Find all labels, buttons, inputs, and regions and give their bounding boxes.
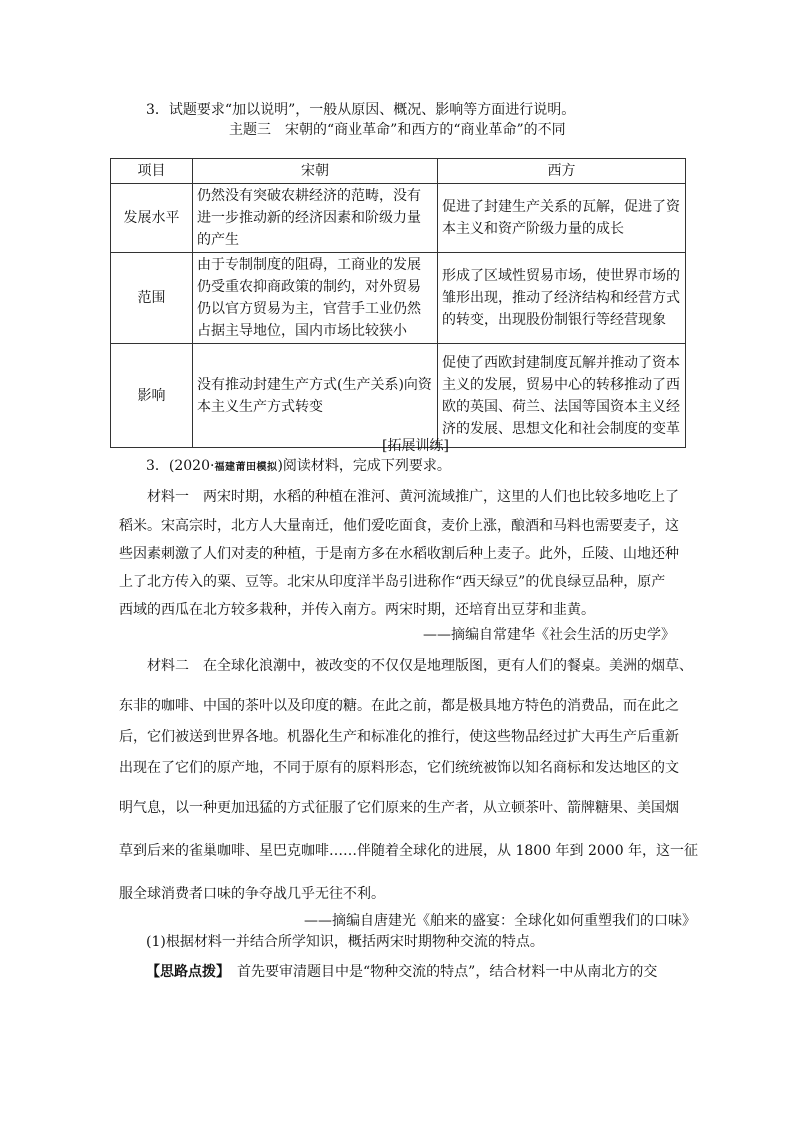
row-west: 促使了西欧封建制度瓦解并推动了资本主义的发展，贸易中心的转移推动了西欧的英国、荷兰、法国等国资本主义经济的发展、思想文化和社会制度的变革 <box>438 344 686 448</box>
material2-line: 后，它们被送到世界各地。机器化生产和标准化的推行，使这些物品经过扩大再生产后重新 <box>119 729 679 745</box>
row-item: 发展水平 <box>111 184 193 253</box>
row-song: 没有推动封建生产方式(生产关系)向资本主义生产方式转变 <box>193 344 438 448</box>
material2-line: 明气息，以一种更加迅猛的方式征服了它们原来的生产者，从立顿茶叶、箭牌糖果、美国烟 <box>119 800 679 816</box>
row-song: 由于专制制度的阻碍，工商业的发展仍受重农抑商政策的制约，对外贸易仍以官方贸易为主，官营手工业仍然占据主导地位，国内市场比较狭小 <box>193 253 438 344</box>
row-item: 影响 <box>111 344 193 448</box>
row-item: 范围 <box>111 253 193 344</box>
material2-citation: ——摘编自唐建光《舶来的盛宴：全球化如何重塑我们的口味》 <box>304 913 696 929</box>
comparison-table <box>110 158 686 448</box>
q3-source: 福建莆田模拟 <box>214 462 278 473</box>
material1-line: 稻米。宋高宗时，北方人大量南迁，他们爱吃面食，麦价上涨，酿酒和马料也需要麦子，这 <box>119 518 679 534</box>
material2-line: 东非的咖啡、中国的茶叶以及印度的糖。在此之前，都是极具地方特色的消费品，而在此之 <box>119 698 679 714</box>
material1-line: 西域的西瓜在北方较多栽种，并传入南方。两宋时期，还培育出豆芽和韭黄。 <box>119 602 595 618</box>
exam-tip-3: 3．试题要求“加以说明”，一般从原因、概况、影响等方面进行说明。 <box>146 102 576 118</box>
material2-line: 材料二 在全球化浪潮中，被改变的不仅仅是地理版图，更有人们的餐桌。美洲的烟草、 <box>147 658 693 674</box>
material1-line: 些因素刺激了人们对麦的种植，于是南方多在水稻收割后种上麦子。此外，丘陵、山地还种 <box>119 546 679 562</box>
q3-prefix: 3．(2020· <box>146 458 215 474</box>
question-3-heading <box>146 455 451 475</box>
material2-line: 出现在了它们的原产地，不同于原有的原料形态，它们统统被饰以知名商标和发达地区的文 <box>119 760 679 776</box>
table-header-row <box>111 159 686 184</box>
header-west: 西方 <box>438 159 686 184</box>
hint-label: 【思路点拨】 <box>146 964 223 980</box>
material2-line: 草到后来的雀巢咖啡、星巴克咖啡……伴随着全球化的进展，从 1800 年到 2000 年，这一征 <box>119 843 699 859</box>
material1-citation: ——摘编自常建华《社会生活的历史学》 <box>423 627 675 643</box>
header-item: 项目 <box>111 159 193 184</box>
row-west: 形成了区域性贸易市场，使世界市场的雏形出现，推动了经济结构和经营方式的转变，出现股份制银行等经营现象 <box>438 253 686 344</box>
material1-line: 上了北方传入的粟、豆等。北宋从印度洋半岛引进称作“西天绿豆”的优良绿豆品种，原产 <box>119 574 666 590</box>
material2-line: 服全球消费者口味的争夺战几乎无往不利。 <box>119 886 385 902</box>
topic-title: 主题三 宋朝的“商业革命”和西方的“商业革命”的不同 <box>229 122 566 138</box>
table-row <box>111 253 686 344</box>
row-song: 仍然没有突破农耕经济的范畴，没有进一步推动新的经济因素和阶级力量的产生 <box>193 184 438 253</box>
hint-text: 首先要审清题目中是“物种交流的特点”，结合材料一中从南北方的交 <box>223 964 658 980</box>
table-row <box>111 184 686 253</box>
table-row <box>111 344 686 448</box>
hint-paragraph <box>146 962 657 982</box>
q3-suffix: )阅读材料，完成下列要求。 <box>277 458 451 474</box>
extension-training-title: [拓展训练] <box>382 438 449 454</box>
question-1: (1)根据材料一并结合所学知识，概括两宋时期物种交流的特点。 <box>146 934 544 950</box>
header-song: 宋朝 <box>193 159 438 184</box>
row-west: 促进了封建生产关系的瓦解，促进了资本主义和资产阶级力量的成长 <box>438 184 686 253</box>
material1-line: 材料一 两宋时期，水稻的种植在淮河、黄河流域推广，这里的人们也比较多地吃上了 <box>147 489 679 505</box>
